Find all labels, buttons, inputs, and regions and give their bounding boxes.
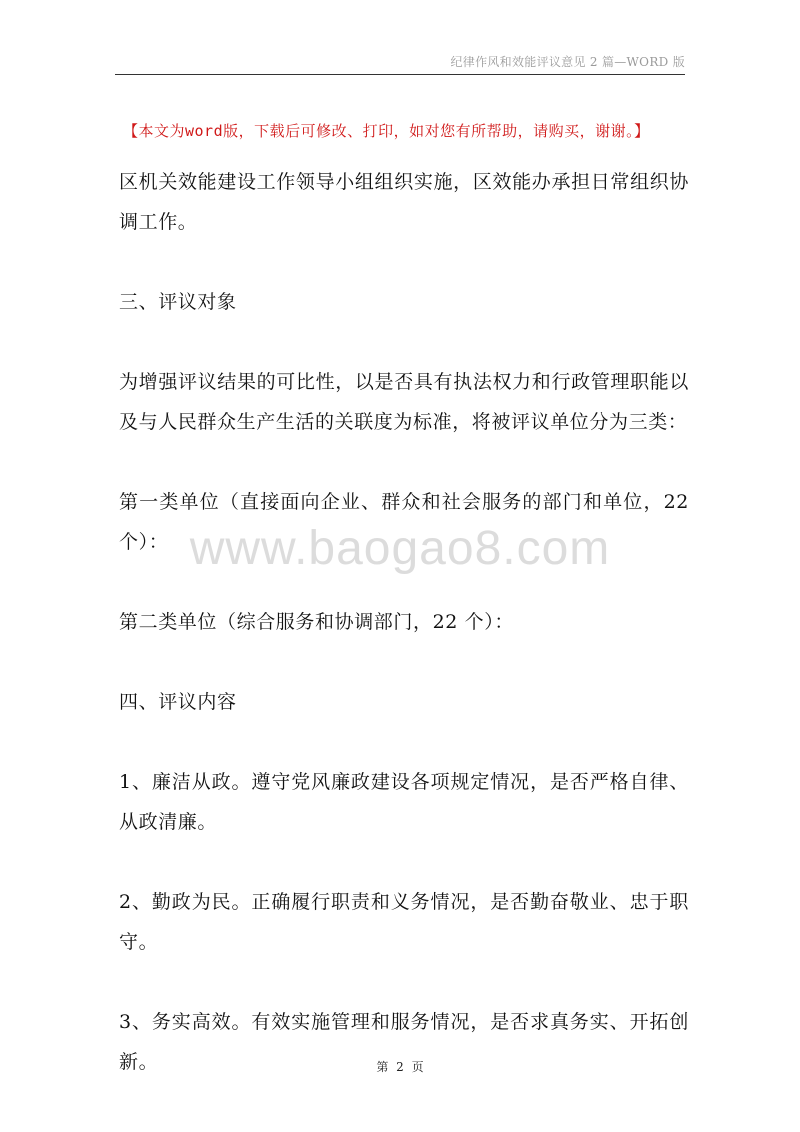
paragraph-category-one: 第一类单位（直接面向企业、群众和社会服务的部门和单位，22 个）： <box>119 491 689 553</box>
page-number: 第 2 页 <box>376 1060 424 1074</box>
list-item-integrity: 1、廉洁从政。遵守党风廉政建设各项规定情况，是否严格自律、从政清廉。 <box>119 771 689 833</box>
paragraph-organization: 区机关效能建设工作领导小组组织实施，区效能办承担日常组织协调工作。 <box>119 171 689 233</box>
paragraph-category-two: 第二类单位（综合服务和协调部门，22 个）： <box>119 611 514 633</box>
document-body <box>119 162 689 1082</box>
list-item-diligence: 2、勤政为民。正确履行职责和义务情况，是否勤奋敬业、忠于职守。 <box>119 891 689 953</box>
section-heading-evaluation-content: 四、评议内容 <box>119 691 237 713</box>
list-item-efficiency: 3、务实高效。有效实施管理和服务情况，是否求真务实、开拓创新。 <box>119 1011 689 1073</box>
running-header: 纪律作风和效能评议意见 2 篇—WORD 版 <box>450 55 685 69</box>
paragraph-classification: 为增强评议结果的可比性，以是否具有执法权力和行政管理职能以及与人民群众生产生活的关联度为标准，将被评议单位分为三类： <box>119 371 689 433</box>
section-heading-evaluation-targets: 三、评议对象 <box>119 291 237 313</box>
header-divider <box>115 74 685 75</box>
watermark-text: www.baogao8.com <box>189 522 611 575</box>
purchase-notice: 【本文为word版，下载后可修改、打印，如对您有所帮助，请购买，谢谢。】 <box>123 122 650 140</box>
